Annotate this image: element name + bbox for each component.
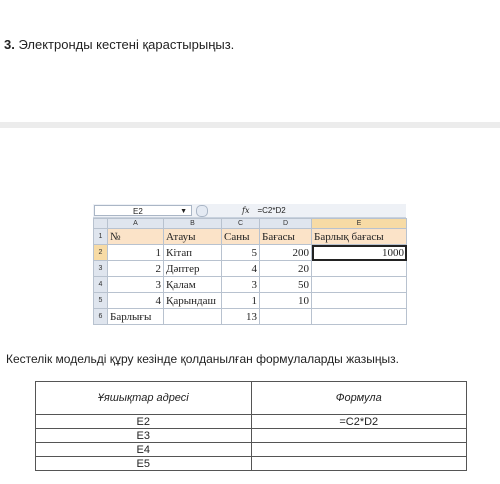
- column-header-row: [94, 219, 407, 229]
- cell[interactable]: 4: [222, 261, 260, 277]
- cell[interactable]: 4: [108, 293, 164, 309]
- address-cell: E4: [36, 443, 252, 457]
- column-header[interactable]: B: [164, 219, 222, 229]
- row-header[interactable]: 2: [94, 245, 108, 261]
- cell[interactable]: [312, 309, 407, 325]
- expand-button[interactable]: [196, 205, 208, 217]
- question-top: [4, 37, 234, 52]
- name-box[interactable]: [94, 205, 192, 216]
- cell[interactable]: [164, 309, 222, 325]
- table-row: [94, 245, 407, 261]
- formula-input[interactable]: =C2*D2: [257, 206, 286, 215]
- formula-cell[interactable]: [251, 443, 467, 457]
- cell[interactable]: 3: [108, 277, 164, 293]
- sheet-grid: [93, 218, 407, 325]
- cell[interactable]: Қарындаш: [164, 293, 222, 309]
- table-row: [94, 309, 407, 325]
- column-header[interactable]: A: [108, 219, 164, 229]
- cell[interactable]: 3: [222, 277, 260, 293]
- cell[interactable]: [312, 277, 407, 293]
- table-row: [36, 415, 467, 429]
- fx-icon[interactable]: fx: [242, 206, 250, 215]
- address-cell: E5: [36, 457, 252, 471]
- section-divider: [0, 122, 500, 128]
- table-row: [36, 429, 467, 443]
- column-header[interactable]: C: [222, 219, 260, 229]
- row-header[interactable]: 6: [94, 309, 108, 325]
- cell[interactable]: Барлық бағасы: [312, 229, 407, 245]
- name-box-value: E2: [133, 207, 143, 216]
- chevron-down-icon[interactable]: ▼: [180, 208, 187, 215]
- table-row: [94, 261, 407, 277]
- cell[interactable]: Бағасы: [260, 229, 312, 245]
- select-all-corner[interactable]: [94, 219, 108, 229]
- cell[interactable]: 10: [260, 293, 312, 309]
- column-header-formula: Формула: [251, 382, 467, 415]
- cell[interactable]: 200: [260, 245, 312, 261]
- table-row: [94, 229, 407, 245]
- row-header[interactable]: 1: [94, 229, 108, 245]
- address-cell: E3: [36, 429, 252, 443]
- cell[interactable]: 1: [222, 293, 260, 309]
- address-cell: E2: [36, 415, 252, 429]
- cell[interactable]: [312, 261, 407, 277]
- cell[interactable]: Саны: [222, 229, 260, 245]
- row-header[interactable]: 5: [94, 293, 108, 309]
- table-row: [94, 293, 407, 309]
- spreadsheet: [93, 204, 406, 325]
- table-row: [36, 457, 467, 471]
- cell[interactable]: 5: [222, 245, 260, 261]
- cell[interactable]: [260, 309, 312, 325]
- question-number: 3.: [4, 37, 15, 52]
- question-text: Электронды кестені қарастырыңыз.: [18, 37, 235, 52]
- cell[interactable]: 13: [222, 309, 260, 325]
- formula-table: [35, 381, 467, 471]
- cell[interactable]: Атауы: [164, 229, 222, 245]
- formula-cell[interactable]: [251, 457, 467, 471]
- row-header[interactable]: 4: [94, 277, 108, 293]
- column-header-address: Ұяшықтар адресі: [36, 382, 252, 415]
- table-row: [94, 277, 407, 293]
- cell[interactable]: №: [108, 229, 164, 245]
- cell[interactable]: 50: [260, 277, 312, 293]
- cell[interactable]: Кітап: [164, 245, 222, 261]
- cell[interactable]: Дәптер: [164, 261, 222, 277]
- formula-cell[interactable]: =C2*D2: [251, 415, 467, 429]
- question-bottom: Кестелік модельді құру кезінде қолданылған формулаларды жазыңыз.: [6, 352, 399, 366]
- table-row: [36, 443, 467, 457]
- cell[interactable]: [312, 293, 407, 309]
- cell[interactable]: 1: [108, 245, 164, 261]
- cell[interactable]: 20: [260, 261, 312, 277]
- cell[interactable]: Қалам: [164, 277, 222, 293]
- row-header[interactable]: 3: [94, 261, 108, 277]
- cell[interactable]: Барлығы: [108, 309, 164, 325]
- formula-bar: [93, 204, 406, 218]
- column-header[interactable]: D: [260, 219, 312, 229]
- column-header[interactable]: E: [312, 219, 407, 229]
- cell[interactable]: 2: [108, 261, 164, 277]
- table-header-row: [36, 382, 467, 415]
- formula-cell[interactable]: [251, 429, 467, 443]
- active-cell[interactable]: 1000: [312, 245, 407, 261]
